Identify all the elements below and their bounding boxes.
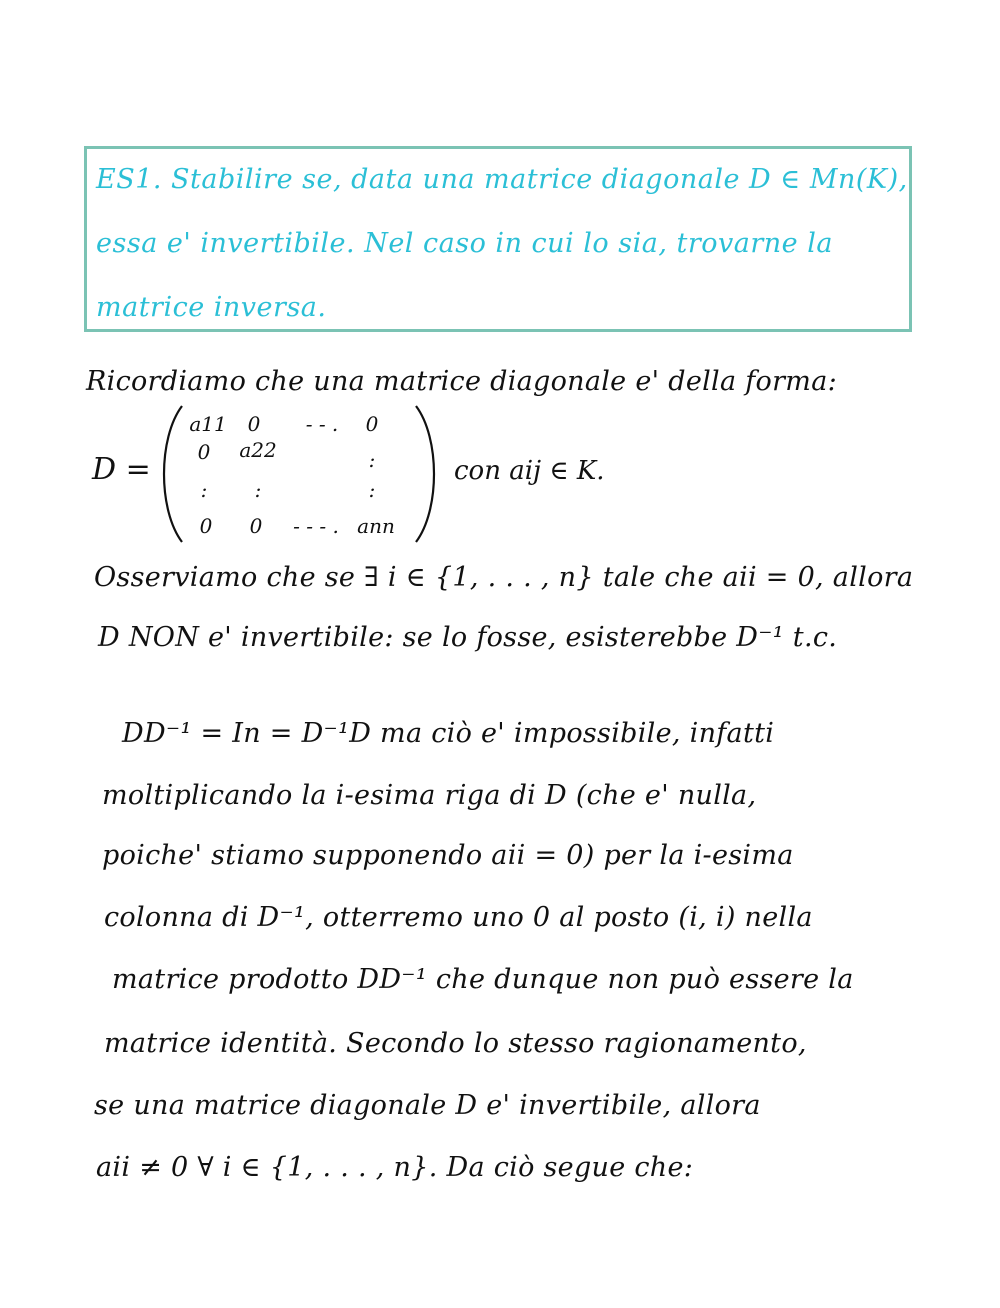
matrix-cell: a22 bbox=[239, 438, 277, 462]
matrix-lhs: D = bbox=[92, 452, 151, 487]
matrix-rhs: con aij ∈ K. bbox=[454, 456, 605, 486]
body-line-5: moltiplicando la i-esima riga di D (che e' nulla, bbox=[102, 780, 757, 811]
body-line-8: matrice prodotto DD⁻¹ che dunque non può essere la bbox=[112, 964, 854, 995]
body-line-6: poiche' stiamo supponendo aii = 0) per la i-esima bbox=[102, 840, 794, 871]
matrix-cell: 0 bbox=[249, 514, 263, 538]
matrix-cell: 0 bbox=[247, 412, 261, 436]
matrix-cell: ann bbox=[357, 514, 395, 538]
body-line-3: D NON e' invertibile: se lo fosse, esisterebbe D⁻¹ t.c. bbox=[98, 622, 838, 653]
matrix-cell: - - . bbox=[305, 412, 339, 436]
diagonal-matrix bbox=[90, 398, 650, 548]
matrix-cell: 0 bbox=[199, 514, 213, 538]
matrix-cell: 0 bbox=[365, 412, 379, 436]
matrix-cell: a11 bbox=[189, 412, 227, 436]
body-line-11: aii ≠ 0 ∀ i ∈ {1, . . . , n}. Da ciò segue che: bbox=[96, 1152, 694, 1183]
matrix-cell: : bbox=[200, 478, 208, 502]
matrix-cell: 0 bbox=[197, 440, 211, 464]
body-line-9: matrice identità. Secondo lo stesso ragionamento, bbox=[104, 1028, 807, 1059]
body-line-1: Ricordiamo che una matrice diagonale e' della forma: bbox=[86, 366, 837, 397]
exercise-line-3: matrice inversa. bbox=[96, 292, 327, 323]
matrix-cell: : bbox=[368, 448, 376, 472]
matrix-cell: : bbox=[368, 478, 376, 502]
body-line-10: se una matrice diagonale D e' invertibile, allora bbox=[94, 1090, 761, 1121]
body-line-4: DD⁻¹ = In = D⁻¹D ma ciò e' impossibile, infatti bbox=[122, 718, 775, 749]
matrix-cell: : bbox=[254, 478, 262, 502]
body-line-7: colonna di D⁻¹, otterremo uno 0 al posto (i, i) nella bbox=[104, 902, 813, 933]
matrix-cell: - - - . bbox=[293, 514, 339, 538]
exercise-line-1: ES1. Stabilire se, data una matrice diagonale D ∈ Mn(K), bbox=[96, 164, 908, 195]
exercise-line-2: essa e' invertibile. Nel caso in cui lo sia, trovarne la bbox=[96, 228, 833, 259]
body-line-2: Osserviamo che se ∃ i ∈ {1, . . . , n} tale che aii = 0, allora bbox=[94, 562, 914, 593]
